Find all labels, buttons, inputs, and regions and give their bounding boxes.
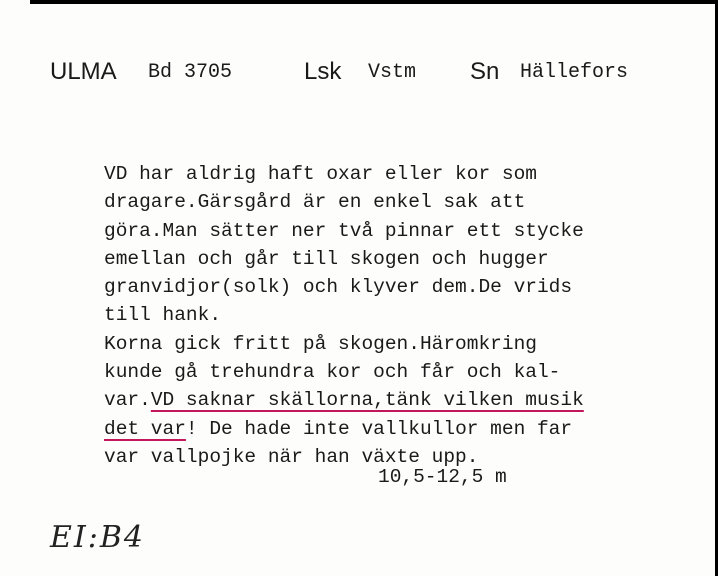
line-segment: ! De hade inte vallkullor men far <box>185 417 573 440</box>
body-line: kunde gå trehundra kor och får och kal- <box>104 361 561 384</box>
body-line: granvidjor(solk) och klyver dem.De vrids <box>104 276 573 299</box>
body-line: Korna gick fritt på skogen.Häromkring <box>104 332 537 355</box>
card-top-edge <box>30 0 718 4</box>
body-line: VD har aldrig haft oxar eller kor som <box>104 163 537 185</box>
handwritten-signum: EI:B4 <box>50 520 145 555</box>
body-line-underlined <box>104 386 704 414</box>
body-line-underlined <box>104 415 704 443</box>
card-header <box>0 58 718 98</box>
line-segment: var. <box>104 389 151 412</box>
body-line: göra.Man sätter ner två pinnar ett stycke <box>104 219 584 242</box>
parish-label: Sn <box>470 58 500 85</box>
parish-name: Hällefors <box>520 61 629 84</box>
headword: ULMA <box>50 58 117 85</box>
volume-number: Bd 3705 <box>148 61 233 84</box>
card-body <box>104 160 704 471</box>
body-line: emellan och går till skogen och hugger <box>104 247 549 270</box>
underlined-segment: det var <box>104 417 186 440</box>
body-line: dragare.Gärsgård är en enkel sak att <box>104 191 526 214</box>
province-code: Lsk <box>304 58 342 85</box>
underlined-segment: VD saknar skällorna,tänk vilken musik <box>150 389 584 412</box>
measurement: 10,5-12,5 m <box>378 466 507 488</box>
district-code: Vstm <box>368 61 417 84</box>
body-line: till hank. <box>104 304 222 327</box>
body-line: var vallpojke när han växte upp. <box>104 445 479 468</box>
